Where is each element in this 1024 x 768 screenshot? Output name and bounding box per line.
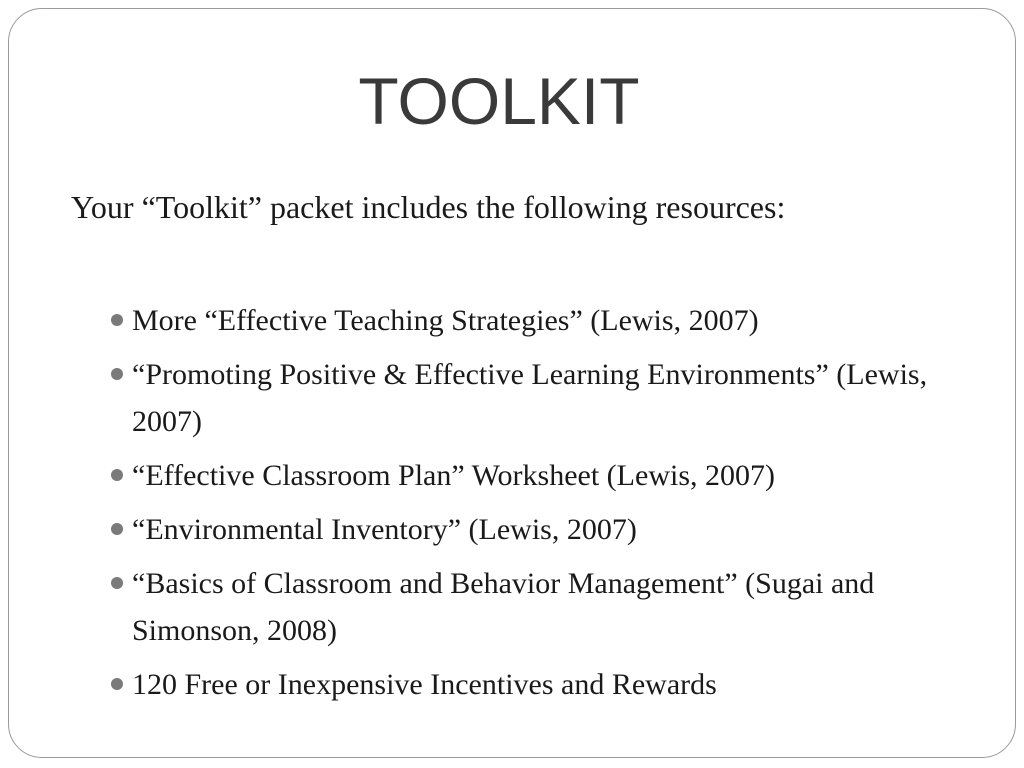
bullet-dot-icon (111, 577, 123, 589)
list-item-text: “Basics of Classroom and Behavior Management” (Sugai and Simonson, 2008) (132, 567, 875, 647)
list-item (109, 351, 969, 445)
slide-title: TOOLKIT (358, 64, 640, 138)
list-item (109, 506, 969, 553)
list-item (109, 560, 969, 654)
list-item (109, 661, 969, 708)
list-item (109, 452, 969, 499)
slide (8, 8, 1016, 758)
intro-text: Your “Toolkit” packet includes the following resources: (71, 189, 786, 225)
bullet-dot-icon (111, 469, 123, 481)
list-item-text: 120 Free or Inexpensive Incentives and Rewards (132, 668, 717, 701)
list-item-text: “Promoting Positive & Effective Learning Environments” (Lewis, 2007) (132, 358, 928, 438)
list-item (109, 297, 969, 344)
bullet-dot-icon (111, 678, 123, 690)
list-item-text: “Effective Classroom Plan” Worksheet (Lewis, 2007) (132, 459, 775, 492)
list-item-text: More “Effective Teaching Strategies” (Lewis, 2007) (132, 304, 759, 337)
resource-list (109, 297, 969, 715)
bullet-dot-icon (111, 314, 123, 326)
bullet-dot-icon (111, 523, 123, 535)
list-item-text: “Environmental Inventory” (Lewis, 2007) (132, 513, 637, 546)
bullet-dot-icon (111, 368, 123, 380)
